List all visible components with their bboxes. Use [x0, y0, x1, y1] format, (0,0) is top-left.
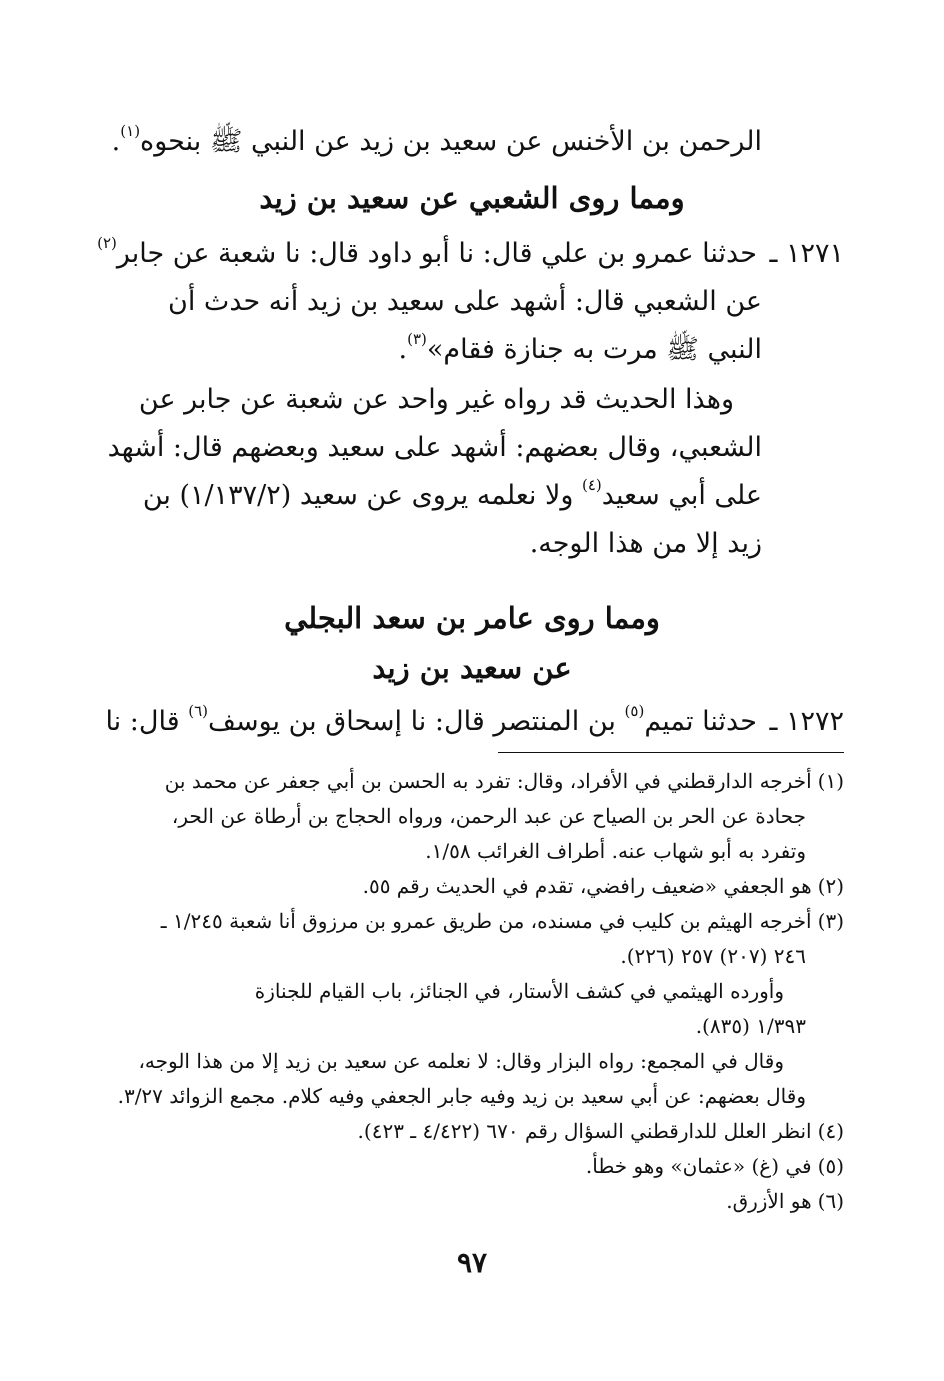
footnote-ref-6: (٦): [188, 702, 208, 720]
footnote-6-text: هو الأزرق.: [726, 1189, 812, 1213]
footnote-3-line-2: ٢٤٦ (٢٠٧) ٢٥٧ (٢٢٦).: [620, 944, 806, 968]
hadith-1271-text-1: حدثنا عمرو بن علي قال: نا أبو داود قال: نا شعبة عن جابر: [116, 238, 757, 269]
hadith-1271-line-1: [97, 230, 844, 278]
footnote-divider: [498, 752, 844, 753]
footnote-ref-4: (٤): [582, 476, 602, 494]
footnote-6: [100, 1184, 844, 1219]
footnote-4: [100, 1114, 844, 1149]
hadith-1271-text-3: النبي ﷺ مرت به جنازة فقام»: [426, 334, 762, 365]
comment-line-4: زيد إلا من هذا الوجه.: [529, 528, 762, 559]
main-text: [97, 118, 844, 746]
footnote-1-number: (١): [817, 769, 844, 793]
section-heading-amir-1: ومما روى عامر بن سعد البجلي: [284, 601, 660, 635]
footnote-5: [100, 1149, 844, 1184]
footnote-1-line-2: جحادة عن الحر بن الصياح عن عبد الرحمن، ورواه الحجاج بن أرطاة عن الحر،: [171, 804, 806, 828]
section-heading-shabi: ومما روى الشعبي عن سعيد بن زيد: [259, 181, 685, 215]
hadith-1272-text-a: حدثنا تميم: [644, 706, 757, 737]
comment-line-3: [100, 472, 844, 520]
intro-text: الرحمن بن الأخنس عن سعيد بن زيد عن النبي ﷺ بنحوه: [140, 126, 762, 157]
section-heading-amir-2: عن سعيد بن زيد: [372, 651, 572, 685]
footnote-6-number: (٦): [817, 1189, 844, 1213]
footnote-ref-5: (٥): [624, 702, 645, 720]
intro-end: .: [111, 126, 121, 157]
footnote-1-line-1: [100, 764, 844, 799]
footnote-ref-2: (٢): [97, 234, 117, 252]
footnote-ref-3: (٣): [407, 330, 427, 348]
footnote-3-line-1: [100, 904, 844, 939]
footnote-3-line-3: وأورده الهيثمي في كشف الأستار، في الجنائز، باب القيام للجنازة: [254, 979, 784, 1003]
hadith-1271-end: .: [398, 334, 408, 365]
footnote-3-line-6: وقال بعضهم: عن أبي سعيد بن زيد وفيه جابر الجعفي وفيه كلام. مجمع الزوائد ٣/٢٧.: [117, 1084, 806, 1108]
comment-text-3a: على أبي سعيد: [601, 480, 762, 511]
hadith-1272-text-c: قال: نا: [105, 706, 180, 737]
footnote-4-text: انظر العلل للدارقطني السؤال رقم ٦٧٠ (٤/٤٢٢ ـ ٤٢٣).: [357, 1119, 812, 1143]
hadith-1272-text-b: بن المنتصر قال: نا إسحاق بن يوسف: [208, 706, 616, 737]
footnote-3-line-5: وقال في المجمع: رواه البزار وقال: لا نعلمه عن سعيد بن زيد إلا من هذا الوجه،: [138, 1049, 784, 1073]
footnote-ref-1: (١): [120, 122, 141, 140]
footnote-4-number: (٤): [817, 1119, 844, 1143]
footnote-3-text-1: أخرجه الهيثم بن كليب في مسنده، من طريق عمرو بن مرزوق أنا شعبة ١/٢٤٥ ـ: [160, 909, 812, 933]
footnote-1-line-3: وتفرد به أبو شهاب عنه. أطراف الغرائب ١/٥٨.: [425, 839, 806, 863]
footnote-2-number: (٢): [817, 874, 844, 898]
footnote-5-text: في (غ) «عثمان» وهو خطأ.: [585, 1154, 812, 1178]
hadith-number-1272: ١٢٧٢ ـ: [769, 706, 844, 737]
comment-text-3b: ولا نعلمه يروى عن سعيد (١/١٣٧/٢) بن: [142, 480, 574, 511]
comment-line-1: وهذا الحديث قد رواه غير واحد عن شعبة عن جابر عن: [138, 384, 734, 415]
footnote-2-text: هو الجعفي «ضعيف رافضي، تقدم في الحديث رقم ٥٥.: [362, 874, 812, 898]
comment-line-2: الشعبي، وقال بعضهم: أشهد على سعيد وبعضهم قال: أشهد: [107, 432, 762, 463]
footnote-1-text-1: أخرجه الدارقطني في الأفراد، وقال: تفرد به الحسن بن أبي جعفر عن محمد بن: [164, 769, 812, 793]
hadith-1271-line-2: عن الشعبي قال: أشهد على سعيد بن زيد أنه حدث أن: [168, 286, 762, 317]
footnote-3-line-4: ١/٣٩٣ (٨٣٥).: [695, 1014, 806, 1038]
footnote-5-number: (٥): [817, 1154, 844, 1178]
footnote-3-number: (٣): [817, 909, 844, 933]
footnotes: [100, 764, 844, 1219]
hadith-1271-line-3: [100, 326, 844, 374]
intro-line: [100, 118, 844, 166]
hadith-number-1271: ١٢٧١ ـ: [769, 238, 844, 269]
footnote-2: [100, 869, 844, 904]
page-number: ٩٧: [456, 1246, 488, 1279]
hadith-1272-line-1: [100, 698, 844, 746]
